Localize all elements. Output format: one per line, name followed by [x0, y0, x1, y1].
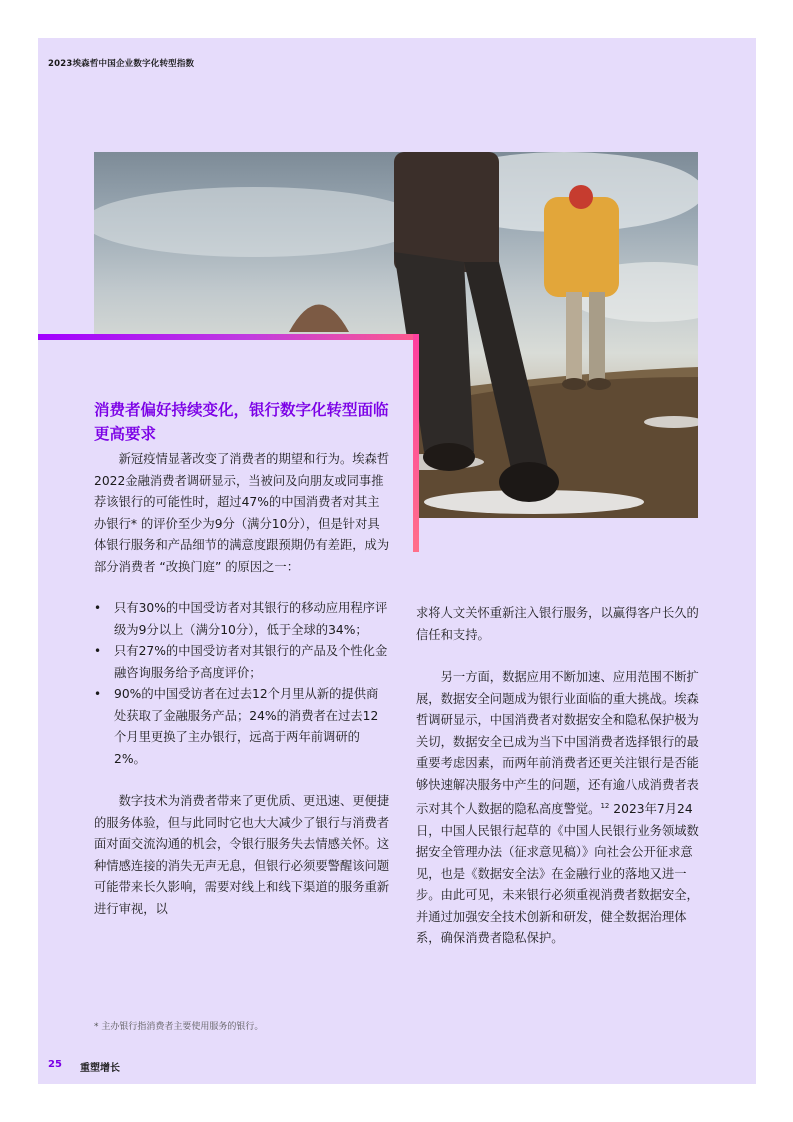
intro-paragraph: 新冠疫情显著改变了消费者的期望和行为。埃森哲2022金融消费者调研显示，当被问及向朋友或同事推荐该银行的可能性时，超过47%的中国消费者对其主办银行* 的评价至少为9分（满分10分），但是针对具体银行服务和产品细节的满意度跟预期仍有差距，成为部分消费者 “改换门庭” 的原因之一：: [94, 452, 390, 574]
bullet-icon: •: [94, 601, 102, 615]
bullet-icon: •: [94, 644, 102, 658]
accent-bar-right: [413, 334, 419, 552]
list-item: • 只有30%的中国受访者对其银行的移动应用程序评级为9分以上（满分10分），低于全球的34%；: [94, 598, 390, 641]
footer-title: 重塑增长: [80, 1063, 120, 1074]
digital-technology-paragraph: 数字技术为消费者带来了更优质、更迅速、更便捷的服务体验，但与此同时它也大大减少了银行与消费者面对面交流沟通的机会，令银行服务失去情感关怀。这种情感连接的消失无声无息，但银行必须要警醒该问题可能带来长久影响，需要对线上和线下渠道的服务重新进行审视，以: [94, 794, 390, 916]
section-heading: 消费者偏好持续变化，银行数字化转型面临更高要求: [94, 401, 389, 443]
footnote-reference: 12: [600, 802, 610, 810]
left-text-column: [94, 449, 390, 920]
continued-paragraph: 求将人文关怀重新注入银行服务，以赢得客户长久的信任和支持。: [416, 606, 699, 642]
list-item: • 90%的中国受访者在过去12个月里从新的提供商处获取了金融服务产品；24%的消费者在过去12个月里更换了主办银行，远高于两年前调研的2%。: [94, 684, 390, 770]
footnote: * 主办银行指消费者主要使用服务的银行。: [94, 1022, 264, 1032]
list-item: • 只有27%的中国受访者对其银行的产品及个性化金融咨询服务给予高度评价；: [94, 641, 390, 684]
data-security-paragraph: 另一方面，数据应用不断加速、应用范围不断扩展，数据安全问题成为银行业面临的重大挑战。埃森哲调研显示，中国消费者对数据安全和隐私保护极为关切，数据安全已成为当下中国消费者选择银行的最重要考虑因素，而两年前消费者还更关注银行是否能够快速解决服务中产生的问题，还有逾八成消费者表示对其个人数据的隐私高度警觉。$^{12}$ 2023年7月24日，中国人民银行起草的《中国人民银行业务领域数据安全管理办法（征求意见稿）》向社会公开征求意见，也是《数据安全法》在金融行业的落地又进一步。由此可见，未来银行必须重视消费者数据安全，并通过加强安全技术创新和研发，健全数据治理体系，确保消费者隐私保护。: [416, 670, 699, 946]
statistics-list: [94, 598, 390, 770]
right-text-column: [416, 603, 704, 950]
accent-bar-top: [38, 334, 419, 340]
report-header-title: 2023埃森哲中国企业数字化转型指数: [48, 59, 195, 69]
bullet-icon: •: [94, 687, 102, 701]
page-number: 25: [48, 1059, 62, 1070]
